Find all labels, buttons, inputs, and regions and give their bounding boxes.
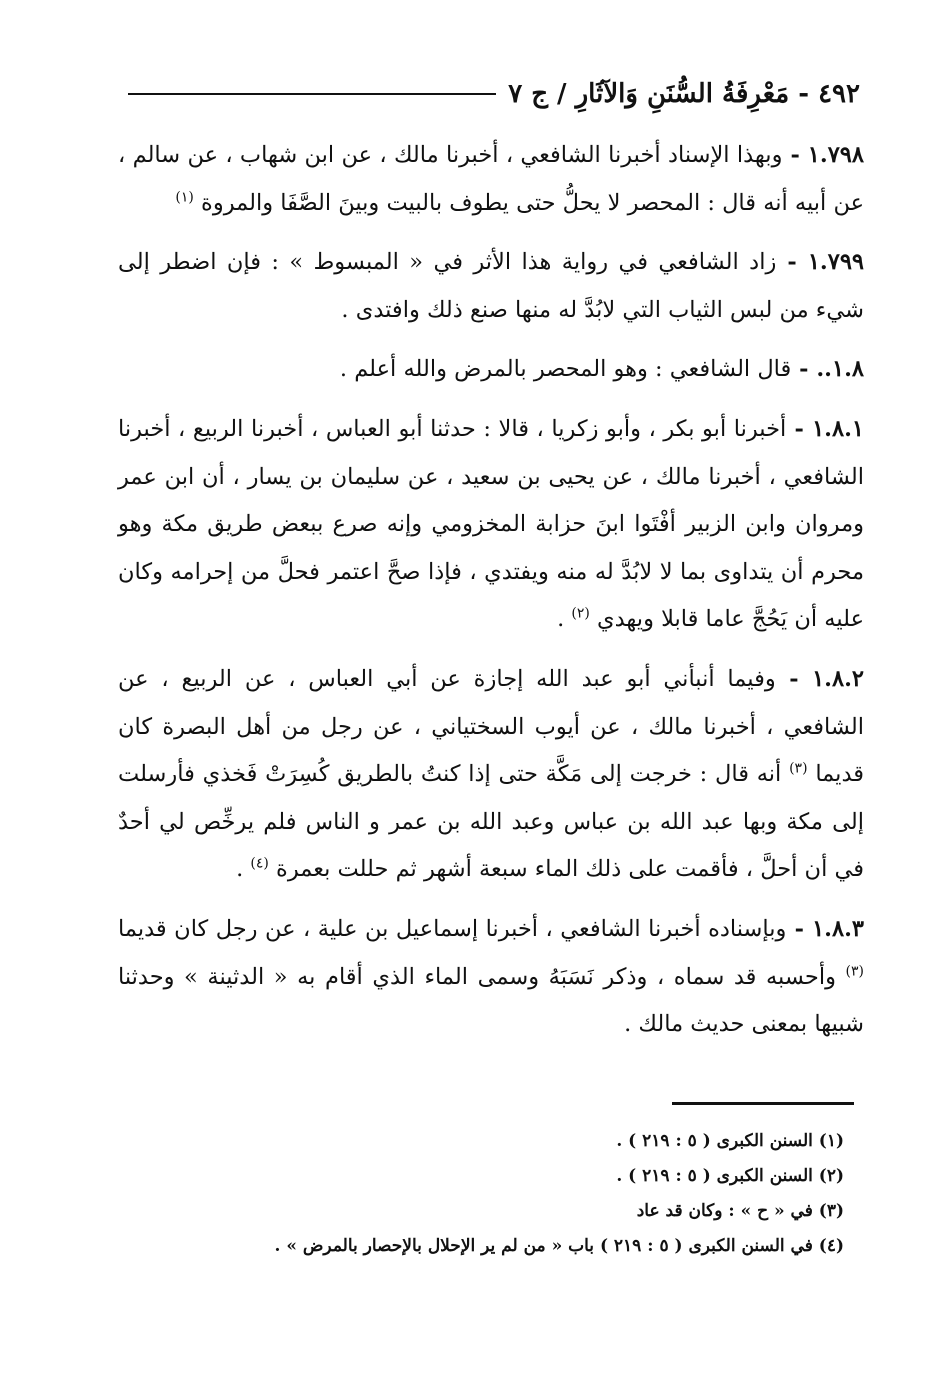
number-separator: - — [776, 249, 808, 276]
number-separator: - — [775, 665, 813, 692]
paragraph-text: وبهذا الإسناد أخبرنا الشافعي ، أخبرنا مالك ، عن ابن شهاب ، عن سالم ، عن أبيه أنه قال : المحصر لا يحلُّ حتى يطوف بالبيت وبينَ الصَّفَا والمروة — [118, 142, 864, 216]
paragraph-number: ١.٨.٢ — [812, 665, 864, 692]
paragraph-text-part-1: وبإسناده أخبرنا الشافعي ، أخبرنا إسماعيل بن علية ، عن رجل كان قديما — [118, 915, 787, 942]
paragraph-number: ١.٨.٣ — [812, 915, 864, 942]
paragraph-tail: . — [236, 856, 251, 883]
paragraph-number: ١.٧٩٨ — [807, 142, 864, 168]
paragraph-text: قال الشافعي : وهو المحصر بالمرض والله أعلم . — [339, 356, 792, 383]
paragraph-number: ١.٨.. — [816, 356, 864, 383]
paragraph-1799 — [118, 239, 864, 334]
footnote-ref: (١) — [175, 189, 194, 206]
paragraph-1803 — [118, 906, 864, 1049]
footnote-2: (٢) السنن الكبرى ( ٥ : ٢١٩ ) . — [616, 1166, 844, 1186]
footnote-3: (٣) في « ح » : وكان قد عاد — [636, 1201, 844, 1221]
paragraph-1800 — [118, 346, 864, 394]
running-head-title: ٤٩٢ - مَعْرِفَةُ السُّنَنِ وَالآثَارِ / ج ٧ — [508, 79, 860, 109]
footnote-ref: (٢) — [571, 605, 590, 622]
paragraph-number: ١.٨.١ — [812, 415, 864, 442]
footnotes — [180, 1124, 844, 1264]
number-separator: - — [791, 356, 817, 383]
paragraph-text: زاد الشافعي في رواية هذا الأثر في « المبسوط » : فإن اضطر إلى شيء من لبس الثياب التي لابُدَّ له منها صنع ذلك وافتدى . — [118, 249, 864, 323]
footnote-rule — [672, 1102, 854, 1105]
paragraph-text-part-2: وأحسبه قد سماه ، وذكر نَسَبَهُ وسمى الماء الذي أقام به « الدثينة » وحدثنا شبيها بمعنى حديث مالك . — [118, 963, 864, 1038]
footnote-ref: (٣) — [845, 963, 864, 979]
paragraph-text-part-1: وفيما أنبأني أبو عبد الله إجازة عن أبي العباس ، عن الربيع ، عن الشافعي ، أخبرنا مالك ، عن أيوب السختياني ، عن رجل من أهل البصرة كان قديما — [118, 665, 865, 788]
number-separator: - — [786, 415, 813, 442]
paragraph-number: ١.٧٩٩ — [807, 249, 864, 276]
header-rule — [128, 93, 496, 95]
paragraph-1801 — [118, 406, 864, 644]
number-separator: - — [782, 142, 808, 168]
footnote-1: (١) السنن الكبرى ( ٥ : ٢١٩ ) . — [616, 1131, 844, 1151]
footnote-ref: (٤) — [250, 855, 269, 872]
running-head — [128, 72, 860, 116]
paragraph-1802 — [118, 656, 864, 894]
number-separator: - — [786, 915, 813, 942]
footnote-ref: (٣) — [789, 760, 808, 777]
paragraph-text: أخبرنا أبو بكر ، وأبو زكريا ، قالا : حدثنا أبو العباس ، أخبرنا الربيع ، أخبرنا الشافعي ، أخبرنا مالك ، عن يحيى بن سعيد ، عن سليمان بن يسار ، أن ابن عمر ومروان وابن الزبير أفْتَوا ابنَ حزابة المخزومي وإنه صرع ببعض طريق مكة وهو محرم أن يتداوى بما لا لابُدَّ له منه ويفتدي ، فإذا صحَّ اعتمر فحلَّ من إحرامه وكان عليه أن يَحُجَّ عاما قابلا ويهدي — [118, 415, 864, 633]
footnote-4: (٤) في السنن الكبرى ( ٥ : ٢١٩ ) باب « من لم ير الإحلال بالإحصار بالمرض » . — [274, 1236, 844, 1256]
paragraph-1798 — [118, 132, 864, 227]
main-text — [118, 132, 864, 1061]
paragraph-tail: . — [557, 606, 572, 633]
paragraph-text-part-2: أنه قال : خرجت إلى مَكَّة حتى إذا كنتُ بالطريق كُسِرَتْ فَخذي فأرسلت إلى مكة وبها عبد الله بن عباس وعبد الله بن عمر و الناس فلم يرخِّص لي أحدٌ في أن أحلَّ ، فأقمت على ذلك الماء سبعة أشهر ثم حللت بعمرة — [118, 761, 864, 883]
